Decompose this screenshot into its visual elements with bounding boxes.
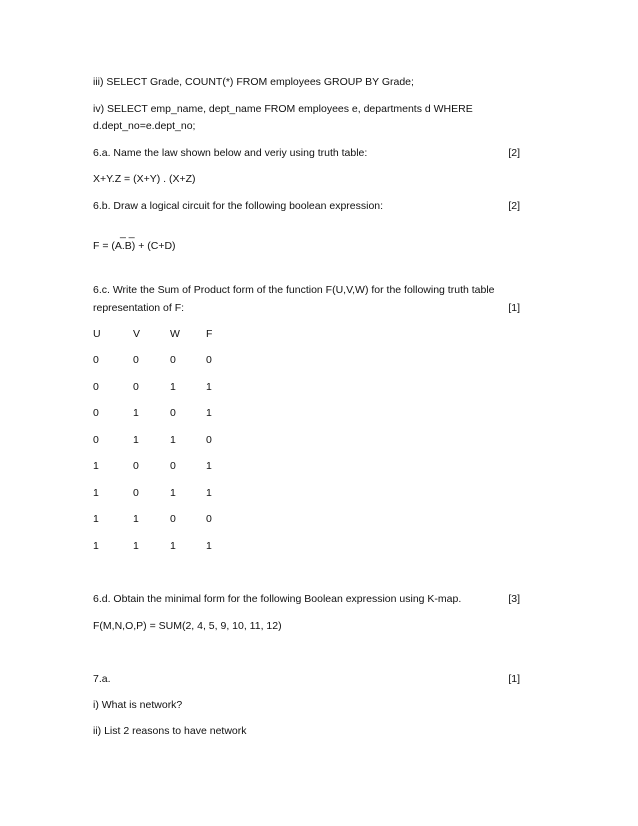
header-cell-v: V <box>133 328 141 340</box>
table-cell: 1 <box>133 540 139 552</box>
header-cell-w: W <box>170 328 180 340</box>
table-cell: 0 <box>206 513 212 525</box>
question-6c-marks: [1] <box>508 302 520 314</box>
table-cell: 0 <box>133 354 139 366</box>
question-6d-expression: F(M,N,O,P) = SUM(2, 4, 5, 9, 10, 11, 12) <box>93 620 282 632</box>
question-6a: 6.a. Name the law shown below and veriy using truth table: <box>93 147 368 159</box>
question-iv-line-1: iv) SELECT emp_name, dept_name FROM employees e, departments d WHERE <box>93 103 473 115</box>
table-cell: 0 <box>93 381 99 393</box>
table-cell: 1 <box>206 460 212 472</box>
table-cell: 0 <box>133 487 139 499</box>
header-cell-f: F <box>206 328 213 340</box>
question-6b-expression: F = (A.B) + (C+D) <box>93 240 176 252</box>
table-cell: 1 <box>133 434 139 446</box>
question-7a-marks: [1] <box>508 673 520 685</box>
table-cell: 1 <box>93 487 99 499</box>
question-6b-overbar: _ _ <box>120 227 135 239</box>
table-cell: 1 <box>133 407 139 419</box>
table-cell: 1 <box>170 487 176 499</box>
table-cell: 0 <box>170 407 176 419</box>
table-cell: 1 <box>206 540 212 552</box>
question-6b-marks: [2] <box>508 200 520 212</box>
question-iv-line-2: d.dept_no=e.dept_no; <box>93 120 196 132</box>
table-cell: 0 <box>133 460 139 472</box>
question-6c-line-2: representation of F: <box>93 302 185 314</box>
table-cell: 1 <box>170 434 176 446</box>
question-6d: 6.d. Obtain the minimal form for the following Boolean expression using K-map. <box>93 593 462 605</box>
header-cell-u: U <box>93 328 101 340</box>
table-cell: 0 <box>93 434 99 446</box>
table-cell: 0 <box>133 381 139 393</box>
question-6a-expression: X+Y.Z = (X+Y) . (X+Z) <box>93 173 196 185</box>
table-cell: 1 <box>93 540 99 552</box>
table-cell: 1 <box>170 381 176 393</box>
table-cell: 1 <box>133 513 139 525</box>
table-cell: 0 <box>170 513 176 525</box>
question-7a: 7.a. <box>93 673 111 685</box>
table-cell: 0 <box>206 434 212 446</box>
table-cell: 0 <box>170 460 176 472</box>
table-cell: 1 <box>170 540 176 552</box>
question-6a-marks: [2] <box>508 147 520 159</box>
question-6c-line-1: 6.c. Write the Sum of Product form of the function F(U,V,W) for the following truth table <box>93 284 495 296</box>
table-cell: 0 <box>93 354 99 366</box>
question-7a-ii: ii) List 2 reasons to have network <box>93 725 247 737</box>
table-cell: 0 <box>93 407 99 419</box>
table-cell: 1 <box>93 513 99 525</box>
table-cell: 0 <box>206 354 212 366</box>
table-cell: 1 <box>206 381 212 393</box>
table-cell: 1 <box>206 407 212 419</box>
table-cell: 1 <box>206 487 212 499</box>
question-iii: iii) SELECT Grade, COUNT(*) FROM employees GROUP BY Grade; <box>93 76 414 88</box>
table-cell: 0 <box>170 354 176 366</box>
question-6d-marks: [3] <box>508 593 520 605</box>
question-6b: 6.b. Draw a logical circuit for the following boolean expression: <box>93 200 384 212</box>
table-cell: 1 <box>93 460 99 472</box>
question-7a-i: i) What is network? <box>93 699 183 711</box>
